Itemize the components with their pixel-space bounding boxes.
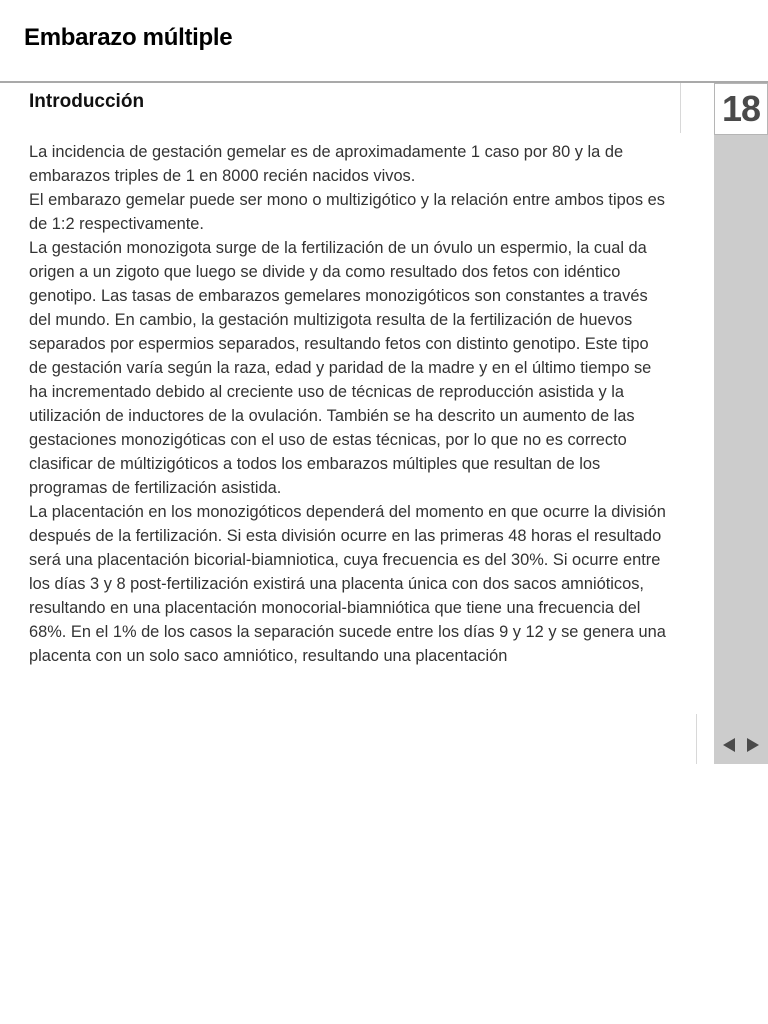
paragraph: La placentación en los monozigóticos dependerá del momento en que ocurre la división después de la fertilización. Si esta división ocurre en las primeras 48 horas el resultado será una placentación bicorial-biamniotica, cuya frecuencia es del 30%. Si ocurre entre los días 3 y 8 post-fertilización existirá una placenta única con dos sacos amnióticos, resultando en una placentación monocorial-biamniótica que tiene una frecuencia del 68%. En el 1% de los casos la separación sucede entre los días 9 y 12 y se genera una placenta con un solo saco amniótico, resultando una placentación [29,503,666,665]
content-area[interactable] [0,83,696,763]
paragraph: La incidencia de gestación gemelar es de aproximadamente 1 caso por 80 y la de embarazos triples de 1 en 8000 recién nacidos vivos. [29,143,624,185]
next-page-button[interactable] [744,736,762,754]
paragraph: El embarazo gemelar puede ser mono o multizigótico y la relación entre ambos tipos es de 1:2 respectivamente. [29,191,665,233]
body-text [29,140,671,668]
page-navigation [714,733,768,757]
triangle-right-icon [745,737,761,753]
paragraph: La gestación monozigota surge de la fertilización de un óvulo un espermio, la cual da origen a un zigoto que luego se divide y da como resultado dos fetos con idéntico genotipo. Las tasas de embarazos gemelares monozigóticos son constantes a través del mundo. En cambio, la gestación multizigota resulta de la fertilización de huevos separados por espermios separados, resultando fetos con distinto genotipo. Este tipo de gestación varía según la raza, edad y paridad de la madre y en el último tiempo se ha incrementado debido al creciente uso de técnicas de reproducción asistida y la utilización de inductores de la ovulación. También se ha descrito un aumento de las gestaciones monozigóticas con el uso de estas técnicas, por lo que no es correcto clasificar de múltizigóticos a todos los embarazos múltiples que resultan de los programas de fertilización asistida. [29,239,652,497]
page-number-badge: 18 [714,83,768,135]
prev-page-button[interactable] [720,736,738,754]
chapter-title: Embarazo múltiple [24,24,233,51]
page-sidebar [714,83,768,764]
triangle-left-icon [721,737,737,753]
content-edge-divider-bottom [696,714,697,764]
section-heading: Introducción [29,91,145,112]
